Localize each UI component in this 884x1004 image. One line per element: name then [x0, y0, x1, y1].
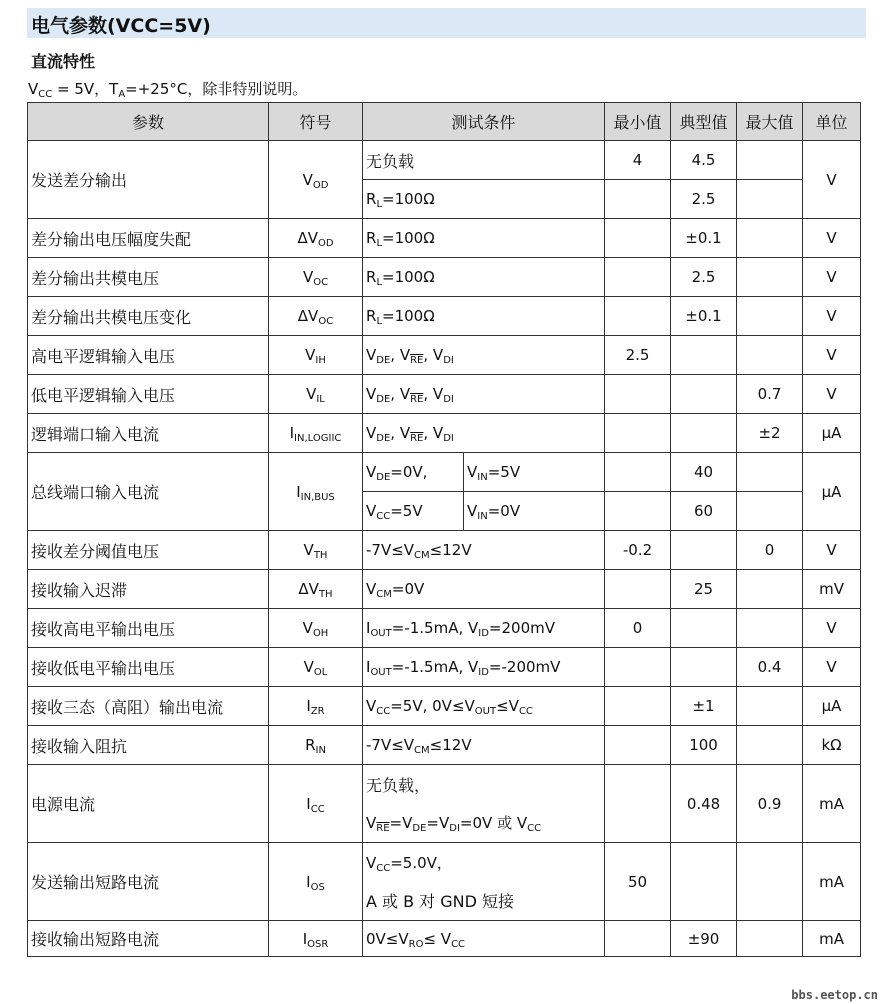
watermark: bbs.eetop.cn — [791, 988, 878, 1002]
typ-cell — [671, 336, 737, 375]
typ-cell: ±0.1 — [671, 297, 737, 336]
test-condition-note: $V_{CC} = 5V$，$T_A=+25^\circ C$，除非特别说明。 — [28, 80, 308, 100]
unit-cell: V — [803, 258, 861, 297]
condition-cell: $V_{DE}$, $V_{\overline{RE}}$, $V_{DI}$ — [363, 336, 605, 375]
typ-cell — [671, 414, 737, 453]
table-row — [28, 843, 861, 882]
param-cell: 逻辑端口输入电流 — [28, 414, 269, 453]
max-cell — [737, 609, 803, 648]
section-title: 直流特性 — [31, 52, 96, 71]
max-cell — [737, 843, 803, 921]
typ-cell: 2.5 — [671, 258, 737, 297]
symbol-cell: $V_{OD}$ — [269, 141, 363, 219]
header-max: 最大值 — [737, 103, 803, 141]
max-cell — [737, 219, 803, 258]
table-row — [28, 765, 861, 804]
header-typ: 典型值 — [671, 103, 737, 141]
unit-cell: V — [803, 141, 861, 219]
param-cell: 高电平逻辑输入电压 — [28, 336, 269, 375]
title-bar — [27, 8, 866, 38]
max-cell — [737, 258, 803, 297]
symbol-cell: $V_{OC}$ — [269, 258, 363, 297]
header-min: 最小值 — [605, 103, 671, 141]
table-row — [28, 453, 861, 492]
param-cell: 总线端口输入电流 — [28, 453, 269, 531]
condition-cell: $V_{IN}=5V$ — [464, 453, 605, 492]
typ-cell — [671, 648, 737, 687]
max-cell — [737, 453, 803, 492]
unit-cell: µA — [803, 687, 861, 726]
typ-cell: ±0.1 — [671, 219, 737, 258]
table-row — [28, 258, 861, 297]
min-cell — [605, 414, 671, 453]
max-cell: 0.4 — [737, 648, 803, 687]
condition-cell: $-7V\le V_{CM}\le 12V$ — [363, 531, 605, 570]
header-unit: 单位 — [803, 103, 861, 141]
condition-cell: 无负载， — [363, 765, 605, 804]
max-cell — [737, 492, 803, 531]
header-row — [28, 103, 861, 141]
table-row — [28, 219, 861, 258]
table-row — [28, 297, 861, 336]
unit-cell: V — [803, 648, 861, 687]
table-row — [28, 375, 861, 414]
table-row — [28, 531, 861, 570]
condition-cell: $R_L=100\Omega$ — [363, 258, 605, 297]
header-condition: 测试条件 — [363, 103, 605, 141]
max-cell — [737, 687, 803, 726]
condition-cell: $V_{IN}=0V$ — [464, 492, 605, 531]
table-row — [28, 726, 861, 765]
table-row — [28, 648, 861, 687]
table-row — [28, 336, 861, 375]
condition-cell: $V_{DE}$, $V_{\overline{RE}}$, $V_{DI}$ — [363, 375, 605, 414]
unit-cell: V — [803, 375, 861, 414]
dc-characteristics-table — [27, 102, 861, 957]
symbol-cell: $I_{OS}$ — [269, 843, 363, 921]
typ-cell: 60 — [671, 492, 737, 531]
param-cell: 接收低电平输出电压 — [28, 648, 269, 687]
condition-cell: 无负载 — [363, 141, 605, 180]
unit-cell: V — [803, 336, 861, 375]
min-cell — [605, 453, 671, 492]
condition-cell: $R_L=100\Omega$ — [363, 297, 605, 336]
header-param: 参数 — [28, 103, 269, 141]
param-cell: 差分输出共模电压 — [28, 258, 269, 297]
typ-cell — [671, 843, 737, 921]
max-cell: 0.9 — [737, 765, 803, 843]
typ-cell: 100 — [671, 726, 737, 765]
typ-cell: 0.48 — [671, 765, 737, 843]
symbol-cell: $I_{OSR}$ — [269, 921, 363, 957]
symbol-cell: $V_{IH}$ — [269, 336, 363, 375]
condition-cell: $R_L=100\Omega$ — [363, 219, 605, 258]
typ-cell: ±1 — [671, 687, 737, 726]
symbol-cell: $I_{ZR}$ — [269, 687, 363, 726]
min-cell — [605, 219, 671, 258]
symbol-cell: $V_{OL}$ — [269, 648, 363, 687]
unit-cell: V — [803, 531, 861, 570]
min-cell: 2.5 — [605, 336, 671, 375]
min-cell — [605, 375, 671, 414]
min-cell — [605, 180, 671, 219]
param-cell: 发送差分输出 — [28, 141, 269, 219]
condition-cell: $V_{CM}=0V$ — [363, 570, 605, 609]
min-cell: 4 — [605, 141, 671, 180]
symbol-cell: $I_{CC}$ — [269, 765, 363, 843]
condition-cell: $V_{DE}$, $V_{\overline{RE}}$, $V_{DI}$ — [363, 414, 605, 453]
max-cell: 0 — [737, 531, 803, 570]
unit-cell: mA — [803, 843, 861, 921]
condition-cell: $V_{\overline{RE}}=V_{DE}=V_{DI}=0V$ 或 $V_{CC}$ — [363, 804, 605, 843]
param-cell: 接收三态（高阻）输出电流 — [28, 687, 269, 726]
typ-cell: 4.5 — [671, 141, 737, 180]
unit-cell: V — [803, 219, 861, 258]
max-cell — [737, 570, 803, 609]
max-cell: 0.7 — [737, 375, 803, 414]
condition-cell: $0V\le V_{RO}\le V_{CC}$ — [363, 921, 605, 957]
typ-cell: 2.5 — [671, 180, 737, 219]
max-cell — [737, 921, 803, 957]
param-cell: 接收高电平输出电压 — [28, 609, 269, 648]
max-cell: ±2 — [737, 414, 803, 453]
min-cell — [605, 297, 671, 336]
typ-cell: 25 — [671, 570, 737, 609]
symbol-cell: $V_{TH}$ — [269, 531, 363, 570]
param-cell: 接收输入阻抗 — [28, 726, 269, 765]
symbol-cell: $\Delta V_{OD}$ — [269, 219, 363, 258]
param-cell: 电源电流 — [28, 765, 269, 843]
symbol-cell: $R_{IN}$ — [269, 726, 363, 765]
param-cell: 接收输出短路电流 — [28, 921, 269, 957]
typ-cell: ±90 — [671, 921, 737, 957]
symbol-cell: $\Delta V_{TH}$ — [269, 570, 363, 609]
table-row — [28, 609, 861, 648]
typ-cell — [671, 531, 737, 570]
condition-cell: $V_{CC}=5V$ — [363, 492, 464, 531]
typ-cell: 40 — [671, 453, 737, 492]
unit-cell: kΩ — [803, 726, 861, 765]
typ-cell — [671, 375, 737, 414]
min-cell — [605, 726, 671, 765]
condition-cell: $I_{OUT}=-1.5mA$, $V_{ID}=-200mV$ — [363, 648, 605, 687]
min-cell — [605, 648, 671, 687]
table-row — [28, 570, 861, 609]
typ-cell — [671, 609, 737, 648]
unit-cell: V — [803, 297, 861, 336]
min-cell: 0 — [605, 609, 671, 648]
max-cell — [737, 141, 803, 180]
table-row — [28, 141, 861, 180]
condition-cell: $I_{OUT}=-1.5mA$, $V_{ID}=200mV$ — [363, 609, 605, 648]
param-cell: 差分输出共模电压变化 — [28, 297, 269, 336]
unit-cell: mV — [803, 570, 861, 609]
table-row — [28, 414, 861, 453]
condition-cell: $V_{DE}=0V$, — [363, 453, 464, 492]
max-cell — [737, 297, 803, 336]
max-cell — [737, 726, 803, 765]
unit-cell: V — [803, 609, 861, 648]
unit-cell: µA — [803, 414, 861, 453]
min-cell — [605, 570, 671, 609]
min-cell — [605, 765, 671, 843]
min-cell — [605, 258, 671, 297]
symbol-cell: $I_{IN,BUS}$ — [269, 453, 363, 531]
condition-cell: A 或 B 对 GND 短接 — [363, 882, 605, 921]
min-cell: -0.2 — [605, 531, 671, 570]
param-cell: 低电平逻辑输入电压 — [28, 375, 269, 414]
condition-cell: $V_{CC}=5.0V$， — [363, 843, 605, 882]
unit-cell: µA — [803, 453, 861, 531]
symbol-cell: $V_{OH}$ — [269, 609, 363, 648]
min-cell — [605, 921, 671, 957]
param-cell: 接收差分阈值电压 — [28, 531, 269, 570]
header-symbol: 符号 — [269, 103, 363, 141]
table-row — [28, 921, 861, 957]
page-title: 电气参数(VCC=5V) — [31, 15, 211, 37]
param-cell: 发送输出短路电流 — [28, 843, 269, 921]
table-row — [28, 687, 861, 726]
symbol-cell: $V_{IL}$ — [269, 375, 363, 414]
min-cell: 50 — [605, 843, 671, 921]
symbol-cell: $\Delta V_{OC}$ — [269, 297, 363, 336]
max-cell — [737, 336, 803, 375]
condition-cell: $R_L=100\Omega$ — [363, 180, 605, 219]
condition-cell: $-7V\le V_{CM}\le 12V$ — [363, 726, 605, 765]
unit-cell: mA — [803, 765, 861, 843]
symbol-cell: $I_{IN,LOGIIC}$ — [269, 414, 363, 453]
condition-cell: $V_{CC}=5V$, $0V\le V_{OUT}\le V_{CC}$ — [363, 687, 605, 726]
param-cell: 差分输出电压幅度失配 — [28, 219, 269, 258]
min-cell — [605, 492, 671, 531]
unit-cell: mA — [803, 921, 861, 957]
max-cell — [737, 180, 803, 219]
min-cell — [605, 687, 671, 726]
param-cell: 接收输入迟滞 — [28, 570, 269, 609]
